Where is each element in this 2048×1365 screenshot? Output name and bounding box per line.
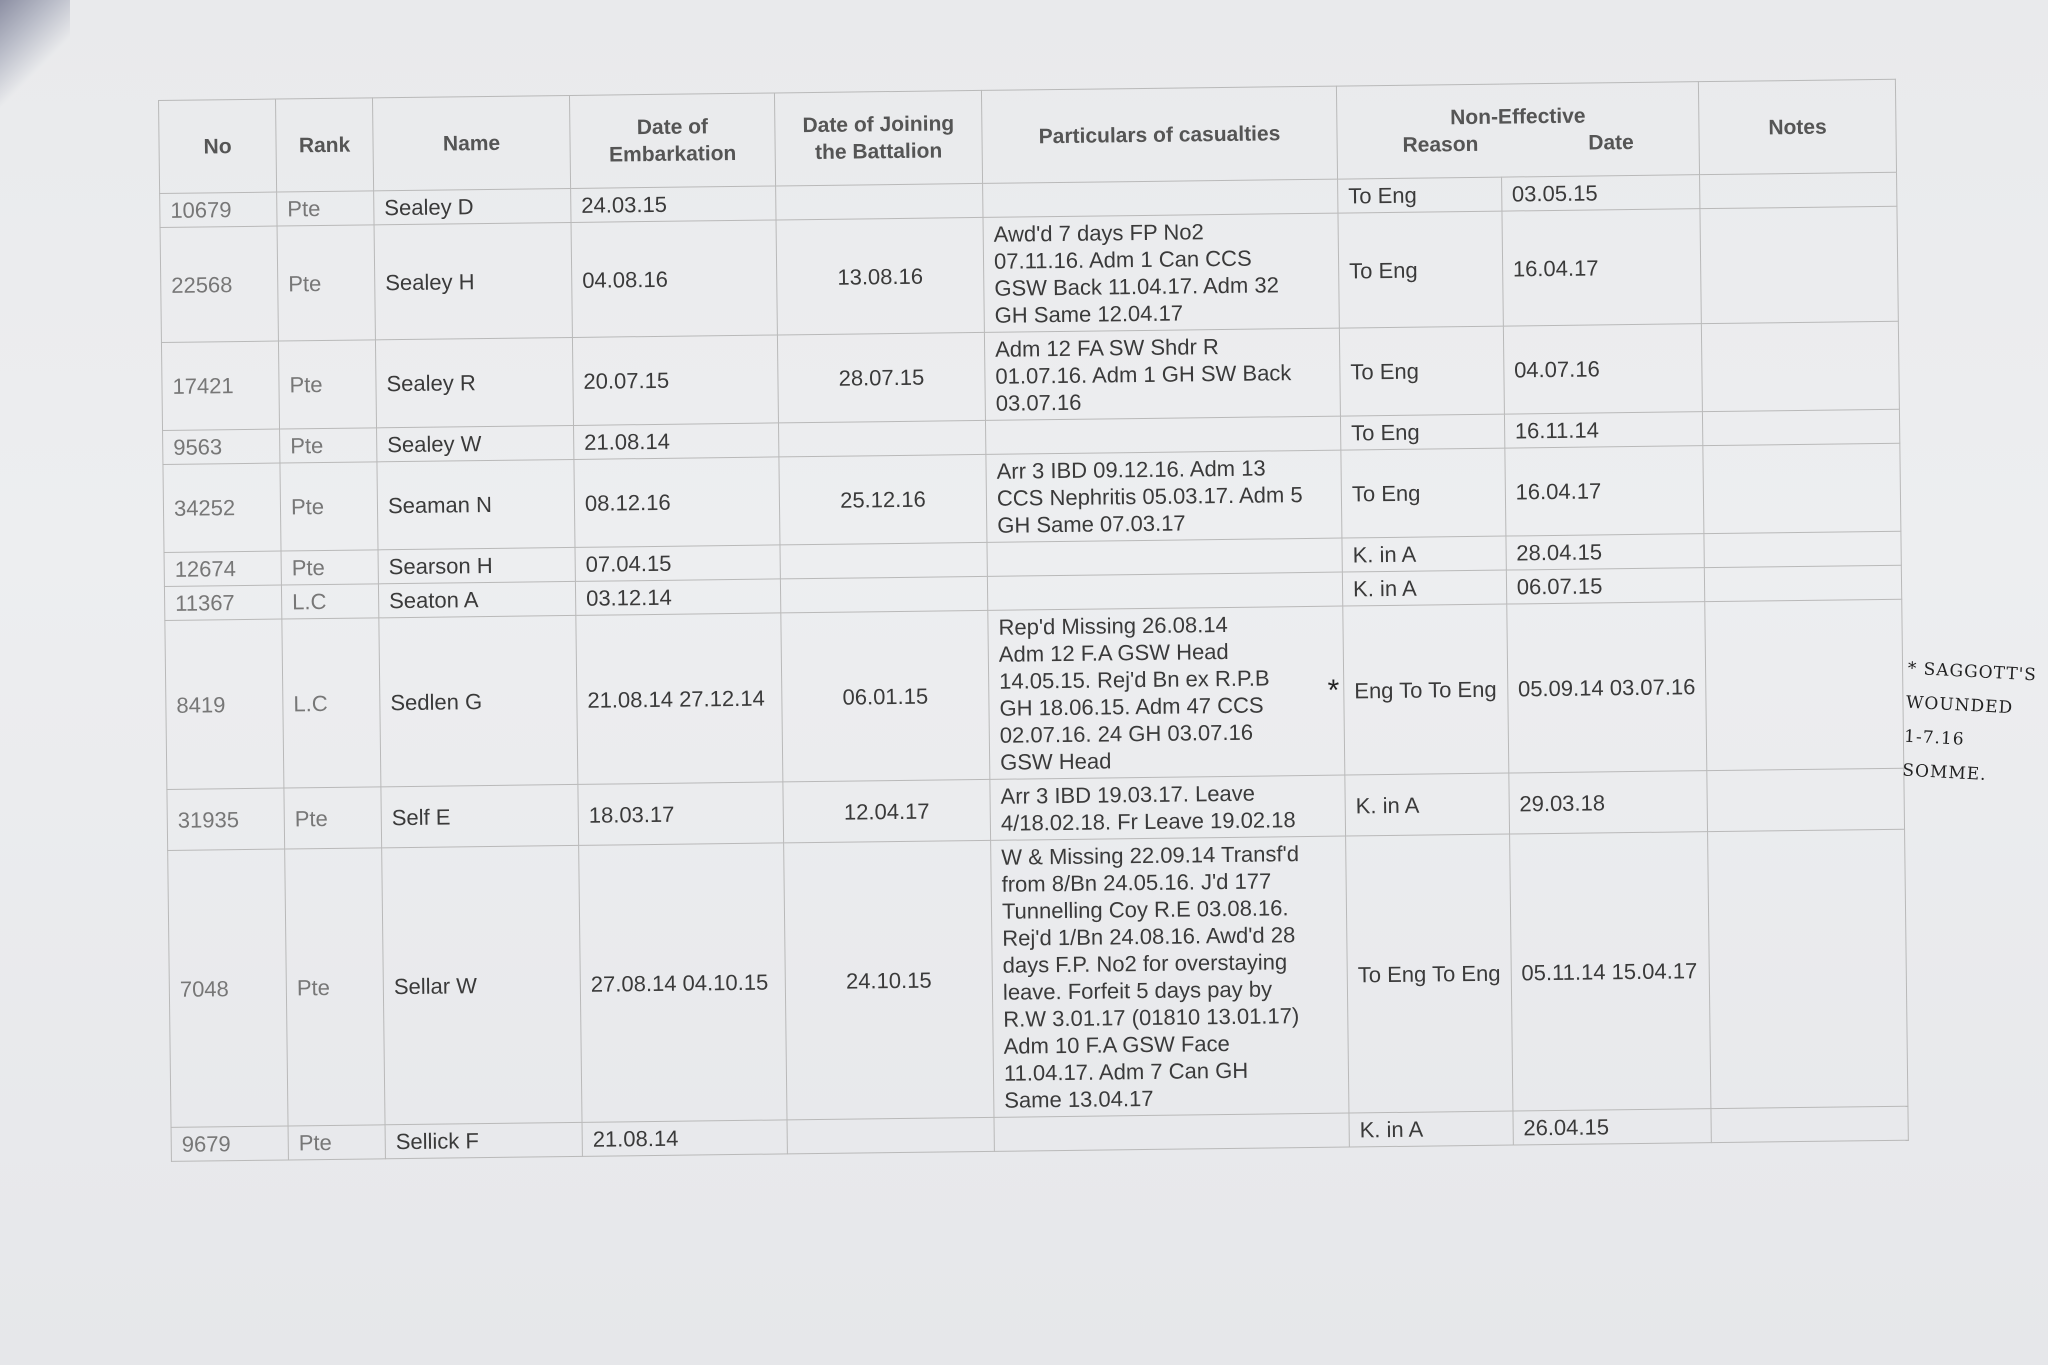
cell-no: 17421 <box>161 341 279 430</box>
cell-joining: 24.10.15 <box>784 840 994 1120</box>
cell-particulars <box>983 179 1338 217</box>
cell-particulars <box>987 572 1342 610</box>
particulars-line: GSW Back 11.04.17. Adm 32 <box>994 272 1280 301</box>
cell-name: Seaman N <box>377 459 575 549</box>
particulars-line: Tunnelling Coy R.E 03.08.16. <box>1001 895 1289 924</box>
cell-reason: To Eng <box>1340 414 1504 450</box>
cell-particulars <box>985 416 1340 454</box>
handwritten-line: * SAGGOTT'S <box>1907 658 2038 686</box>
cell-particulars <box>994 1113 1349 1151</box>
cell-notes <box>1704 565 1901 601</box>
casualty-register-table <box>158 79 1909 1162</box>
particulars-line: GSW Head <box>1000 748 1112 775</box>
cell-date: 03.05.15 <box>1501 175 1700 211</box>
particulars-line: days F.P. No2 for overstaying <box>1002 949 1288 978</box>
cell-particulars <box>988 606 1345 779</box>
cell-rank: Pte <box>281 550 378 585</box>
cell-rank: Pte <box>277 225 375 341</box>
asterisk-mark: * <box>1327 674 1340 708</box>
cell-rank: L.C <box>282 618 381 788</box>
table-row <box>160 206 1898 342</box>
cell-embarkation: 21.08.14 27.12.14 <box>576 613 783 784</box>
handwritten-line: WOUNDED <box>1905 692 2014 719</box>
header-notes: Notes <box>1698 79 1896 174</box>
header-date: Date <box>1588 130 1634 155</box>
page-corner-shadow <box>0 0 70 110</box>
cell-particulars <box>990 775 1346 840</box>
cell-date: 16.04.17 <box>1505 446 1704 536</box>
particulars-line: Awd'd 7 days FP No2 <box>993 219 1204 247</box>
cell-date: 05.11.14 15.04.17 <box>1509 832 1711 1111</box>
cell-particulars <box>986 450 1342 542</box>
cell-reason: K. in A <box>1342 570 1506 606</box>
cell-embarkation: 21.08.14 <box>574 423 779 460</box>
cell-rank: Pte <box>284 787 382 849</box>
particulars-line: 01.07.16. Adm 1 GH SW Back <box>995 360 1292 389</box>
cell-name: Sellick F <box>385 1122 582 1158</box>
particulars-line: CCS Nephritis 05.03.17. Adm 5 <box>996 482 1303 511</box>
handwritten-line: 1-7.16 <box>1903 726 1966 750</box>
cell-notes <box>1703 409 1900 445</box>
cell-no: 9563 <box>163 429 280 464</box>
particulars-line: 4/18.02.18. Fr Leave 19.02.18 <box>1000 807 1296 836</box>
cell-particulars <box>983 213 1339 332</box>
particulars-line: GH Same 07.03.17 <box>997 510 1186 538</box>
particulars-line: from 8/Bn 24.05.16. J'd 177 <box>1001 868 1272 897</box>
cell-joining: 28.07.15 <box>777 332 985 423</box>
cell-name: Self E <box>381 784 579 847</box>
particulars-line: GH Same 12.04.17 <box>994 300 1184 328</box>
table-row <box>168 829 1908 1127</box>
cell-date: 16.11.14 <box>1504 412 1703 448</box>
register-sheet <box>158 79 1909 1162</box>
cell-no: 34252 <box>163 463 281 552</box>
cell-rank: Pte <box>278 340 376 429</box>
header-reason: Reason <box>1402 132 1479 157</box>
cell-date: 06.07.15 <box>1506 568 1705 604</box>
cell-rank: Pte <box>288 1125 385 1160</box>
cell-rank: Pte <box>280 462 378 551</box>
cell-joining <box>776 183 983 220</box>
cell-particulars <box>991 836 1349 1117</box>
cell-embarkation: 20.07.15 <box>572 335 778 425</box>
cell-date: 04.07.16 <box>1503 324 1702 414</box>
particulars-line: Adm 10 F.A GSW Face <box>1003 1030 1230 1059</box>
particulars-line: 14.05.15. Rej'd Bn ex R.P.B <box>999 665 1270 694</box>
cell-reason: To Eng <box>1341 448 1506 538</box>
cell-no: 7048 <box>168 849 288 1127</box>
cell-date: 05.09.14 03.07.16 <box>1506 602 1706 773</box>
particulars-line: GH 18.06.15. Adm 47 CCS <box>999 692 1264 721</box>
cell-name: Sealey R <box>375 337 573 427</box>
cell-date: 29.03.18 <box>1509 771 1708 834</box>
header-name: Name <box>372 95 570 190</box>
cell-particulars <box>984 328 1340 420</box>
cell-date: 16.04.17 <box>1502 209 1702 326</box>
header-joining: Date of Joining the Battalion <box>774 90 982 186</box>
cell-rank: Pte <box>277 191 374 226</box>
particulars-line: R.W 3.01.17 (01810 13.01.17) <box>1003 1003 1300 1032</box>
cell-reason: To Eng To Eng <box>1346 834 1513 1113</box>
particulars-line: 03.07.16 <box>995 389 1082 416</box>
cell-notes <box>1705 599 1904 770</box>
cell-name: Sealey D <box>374 188 571 224</box>
cell-name: Sealey H <box>374 222 572 339</box>
cell-joining: 06.01.15 <box>781 610 990 782</box>
cell-notes <box>1704 531 1901 567</box>
header-embarkation: Date of Embarkation <box>569 93 775 188</box>
cell-joining: 25.12.16 <box>779 454 987 545</box>
cell-date: 28.04.15 <box>1506 534 1705 570</box>
cell-notes <box>1707 768 1905 831</box>
cell-joining <box>778 420 985 457</box>
particulars-line: Arr 3 IBD 19.03.17. Leave <box>1000 780 1256 809</box>
particulars-line: leave. Forfeit 5 days pay by <box>1002 976 1273 1005</box>
cell-name: Sealey W <box>377 425 574 461</box>
cell-embarkation: 21.08.14 <box>582 1120 787 1157</box>
particulars-line: Adm 12 FA SW Shdr R <box>994 334 1219 362</box>
header-rank: Rank <box>275 98 373 192</box>
cell-notes <box>1711 1106 1908 1142</box>
particulars-line: Rej'd 1/Bn 24.08.16. Awd'd 28 <box>1002 922 1296 951</box>
cell-notes <box>1700 172 1897 208</box>
cell-no: 22568 <box>160 226 278 342</box>
particulars-line: Adm 12 F.A GSW Head <box>998 638 1229 667</box>
handwritten-line: SOMME. <box>1901 760 1988 785</box>
header-particulars: Particulars of casualties <box>981 86 1337 183</box>
cell-name: Sedlen G <box>379 615 578 786</box>
cell-no: 11367 <box>164 585 281 620</box>
cell-date: 26.04.15 <box>1513 1109 1712 1145</box>
cell-reason: To Eng <box>1338 211 1503 328</box>
header-no: No <box>159 99 277 193</box>
cell-no: 9679 <box>171 1126 288 1161</box>
particulars-line: 11.04.17. Adm 7 Can GH <box>1003 1057 1249 1086</box>
cell-no: 8419 <box>165 619 284 789</box>
particulars-line: Same 13.04.17 <box>1004 1085 1154 1113</box>
cell-notes <box>1708 829 1908 1108</box>
cell-rank: Pte <box>285 848 385 1126</box>
cell-embarkation: 03.12.14 <box>575 579 780 616</box>
cell-notes <box>1700 206 1898 323</box>
cell-name: Seaton A <box>378 581 575 617</box>
cell-embarkation: 08.12.16 <box>574 457 780 547</box>
cell-joining: 12.04.17 <box>783 779 991 843</box>
table-row <box>165 599 1904 789</box>
cell-no: 31935 <box>167 788 285 850</box>
cell-no: 12674 <box>164 551 281 586</box>
cell-reason: To Eng <box>1339 326 1504 416</box>
cell-joining <box>780 576 987 613</box>
cell-name: Sellar W <box>382 845 582 1124</box>
cell-rank: L.C <box>281 584 378 619</box>
cell-joining <box>780 542 987 579</box>
header-non-effective-label: Non-Effective <box>1450 104 1586 130</box>
particulars-line: 07.11.16. Adm 1 Can CCS <box>993 245 1252 274</box>
handwritten-margin-note <box>1902 652 2038 795</box>
particulars-line: Rep'd Missing 26.08.14 <box>998 611 1228 640</box>
cell-rank: Pte <box>280 428 377 463</box>
cell-reason: K. in A <box>1345 773 1509 836</box>
cell-name: Searson H <box>378 547 575 583</box>
particulars-line: W & Missing 22.09.14 Transf'd <box>1001 841 1300 870</box>
header-non-effective <box>1336 82 1699 179</box>
cell-embarkation: 18.03.17 <box>578 782 784 845</box>
cell-joining <box>787 1117 994 1154</box>
cell-embarkation: 04.08.16 <box>571 220 777 337</box>
cell-notes <box>1703 443 1901 533</box>
particulars-line: Arr 3 IBD 09.12.16. Adm 13 <box>996 455 1266 484</box>
cell-reason: Eng To To Eng <box>1343 604 1509 775</box>
particulars-line: 02.07.16. 24 GH 03.07.16 <box>999 719 1254 748</box>
cell-particulars <box>987 538 1342 576</box>
cell-embarkation: 27.08.14 04.10.15 <box>579 843 787 1122</box>
cell-embarkation: 24.03.15 <box>571 186 776 223</box>
cell-reason: K. in A <box>1349 1111 1513 1147</box>
cell-notes <box>1701 321 1899 411</box>
cell-embarkation: 07.04.15 <box>575 545 780 582</box>
cell-no: 10679 <box>160 192 277 227</box>
cell-reason: K. in A <box>1342 536 1506 572</box>
cell-joining: 13.08.16 <box>776 217 984 335</box>
cell-reason: To Eng <box>1338 177 1502 213</box>
